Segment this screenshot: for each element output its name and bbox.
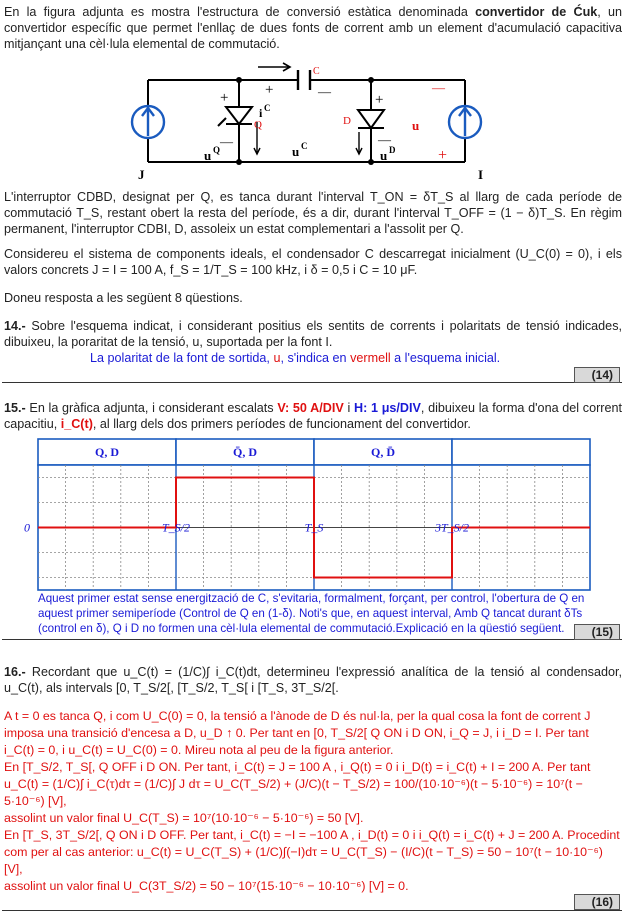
- cap-minus-sign: —: [318, 84, 331, 99]
- q15-v-scale: V: 50 A/DIV: [277, 401, 344, 415]
- ud-sup: D: [389, 145, 396, 155]
- ud-label: u: [380, 148, 388, 163]
- q15-text-d: , al llarg dels dos primers períodes de funcionament del convertidor.: [92, 417, 471, 431]
- q-minus-sign: —: [220, 134, 233, 149]
- q16-text: Recordant que u_C(t) = (1/C)∫ i_C(t)dt, determineu l'expressió analítica de la tensió al condensador, u_C(t), als intervals [0, T_S/2[, [T_S/2, T_S[ i [T_S, 3T_S/2[.: [4, 665, 622, 695]
- q16-answer-line: En [T_S, 3T_S/2[, Q ON i D OFF. Per tant, i_C(t) = −I = −100 A , i_D(t) = 0 i i_Q(t) = i_C(t) + J = 200 A. Procedint: [4, 828, 620, 842]
- q15-text-a: En la gràfica adjunta, i considerant escalats: [25, 401, 278, 415]
- intro-paragraph: [4, 4, 622, 52]
- divider-16: [2, 910, 622, 911]
- component-values: Considereu el sistema de components ideals, el condensador C descarregat inicialment (U_C(0) = 0), i els valors concrets J = I = 100 A, f_S = 1/T_S = 100 kHz, i δ = 0,5 i C = 10 μF.: [4, 247, 622, 277]
- intro-text: En la figura adjunta es mostra l'estructura de conversió estàtica denominada: [4, 5, 476, 19]
- u-plus-sign: +: [438, 147, 448, 164]
- q14-answer-red: vermell: [350, 351, 391, 365]
- x-tick-label: T_S/2: [161, 520, 191, 535]
- right-source-label: I: [478, 167, 484, 180]
- intro-text-2: , un convertidor específic que permet l'enllaç de dues fonts de corrent amb un element d'acumulació capacitiva mitjançant una cèl·lula elemental de commutació.: [4, 5, 623, 51]
- left-current-source: [132, 106, 164, 138]
- d-label: D: [343, 115, 351, 127]
- cap-label: C: [313, 66, 320, 77]
- q-label: Q: [254, 119, 262, 131]
- q16-answer: [4, 708, 624, 895]
- q15-number: 15.-: [4, 401, 26, 415]
- q15-text-c: , dibuixeu la forma d'ona del corrent capacitiu,: [4, 401, 622, 431]
- q14-text: Sobre l'esquema indicat, i considerant positius els sentits de corrents i polaritats de tensió indicades, dibuixeu, la poraritat de la tensió, u, suportada per la font I.: [4, 319, 622, 349]
- q16-answer-line: com per al cas anterior: u_C(t) = U_C(T_S) + (1/C)∫(−I)dτ = U_C(T_S) − (I/C)(t − T_S) = 50 − 10⁷(t − 10·10⁻⁶) [V],: [4, 845, 603, 876]
- q14-number: 14.-: [4, 319, 26, 333]
- phase-header-box: [452, 439, 590, 465]
- q16-answer-line: u_C(t) = (1/C)∫ i_C(τ)dτ = (1/C)∫ J dτ = U_C(T_S/2) + (J/C)(t − T_S/2) = 100/(10·10⁻⁶)(t − 5·10⁻⁶) = 10⁷(t − 5·10⁻⁶) [V],: [4, 777, 583, 808]
- score-14: (14): [574, 367, 620, 383]
- cap-plus-sign: +: [265, 82, 274, 98]
- score-15: (15): [574, 624, 620, 640]
- q16-answer-line: assolint un valor final U_C(T_S) = 10⁷(10·10⁻⁶ − 5·10⁻⁶) = 50 [V].: [4, 811, 364, 825]
- u-label: u: [412, 118, 420, 133]
- switch-description: L'interruptor CDBD, designat per Q, es tanca durant l'interval T_ON = δT_S al llarg de cada període de commutació T_S, restant obert la resta del període, és a dir, durant l'interval T_OFF = (1 − δ)T_S. En règim permanent, l'interruptor CDBI, D, assoleix un estat complementari a l'assolit per Q.: [4, 190, 622, 236]
- left-source-label: J: [138, 167, 145, 180]
- divider-15: [2, 639, 622, 640]
- question-14: [4, 318, 622, 350]
- q15-text-b: i: [343, 401, 354, 415]
- q16-answer-line: A t = 0 es tanca Q, i com U_C(0) = 0, la tensió a l'ànode de D és nul·la, per la qual cosa la font de corrent J imposa una transició d'encesa a D, u_D ↑ 0. Per tant en [0, T_S/2[ Q ON i D ON, i_Q = J, i i_D = I. Per tant: [4, 709, 591, 740]
- score-16: (16): [574, 894, 620, 910]
- instructions: Doneu resposta a les següent 8 qüestions.: [4, 291, 243, 305]
- q14-answer-a: La polaritat de la font de sortida,: [90, 351, 274, 365]
- q14-answer-b: , s'indica en: [280, 351, 351, 365]
- q16-answer-line: i_C(t) = 0, i u_C(t) = U_C(0) = 0. Mireu nota al peu de la figura anterior.: [4, 743, 394, 757]
- q15-h-scale: H: 1 μs/DIV: [353, 401, 421, 415]
- diode-d-symbol: [358, 110, 384, 128]
- q14-answer-c: a l'esquema inicial.: [390, 351, 501, 365]
- chart-annotation: Aquest primer estat sense energització de C, s'evitaria, formalment, forçant, per control, l'obertura de Q en aquest primer semiperíode (Control de Q en (1-δ). Noti's que, en aquest interval, Amb Q tancat durant δTs (control en δ), Q i D no formen una cèl·lula elemental de commutació.Explicació en la qüestió següent.: [38, 592, 585, 635]
- x-tick-label: 0: [24, 520, 30, 535]
- d-minus-sign: —: [378, 132, 391, 147]
- uq-label: u: [204, 148, 212, 163]
- ic-label: i: [259, 106, 263, 120]
- q14-answer: [90, 350, 610, 366]
- ic-sup: C: [264, 103, 271, 113]
- q-plus-sign: +: [220, 90, 229, 106]
- phase-header-label: Q, D̄: [371, 445, 395, 459]
- question-15: [4, 400, 622, 432]
- right-current-source: [449, 106, 481, 138]
- divider-14: [2, 382, 622, 383]
- capacitor-symbol: [298, 70, 310, 90]
- q14-answer-u: u: [273, 351, 281, 365]
- q15-ic: i_C(t): [60, 417, 93, 431]
- x-tick-label: 3T_S/2: [434, 520, 470, 535]
- d-plus-sign: +: [375, 92, 384, 108]
- phase-header-label: Q̄, D: [233, 445, 257, 459]
- q16-answer-line: assolint un valor final U_C(3T_S/2) = 50 − 10⁷(15·10⁻⁶ − 10·10⁻⁶) [V] = 0.: [4, 879, 409, 893]
- intro-bold: convertidor de Ćuk: [475, 5, 598, 19]
- phase-header-label: Q, D: [95, 445, 119, 459]
- uc-sup: C: [301, 141, 308, 151]
- u-minus-sign: —: [432, 80, 445, 95]
- current-arrow-icon: [258, 63, 290, 71]
- cuk-circuit-diagram: [130, 62, 500, 180]
- question-16: [4, 664, 622, 696]
- uq-sup: Q: [213, 145, 221, 155]
- q16-number: 16.-: [4, 665, 26, 679]
- x-tick-label: T_S: [304, 520, 324, 535]
- uc-label: u: [292, 144, 300, 159]
- q16-answer-line: En [T_S/2, T_S[, Q OFF i D ON. Per tant, i_C(t) = J = 100 A , i_Q(t) = 0 i i_D(t) = i_C(t) + I = 200 A. Per tant: [4, 760, 591, 774]
